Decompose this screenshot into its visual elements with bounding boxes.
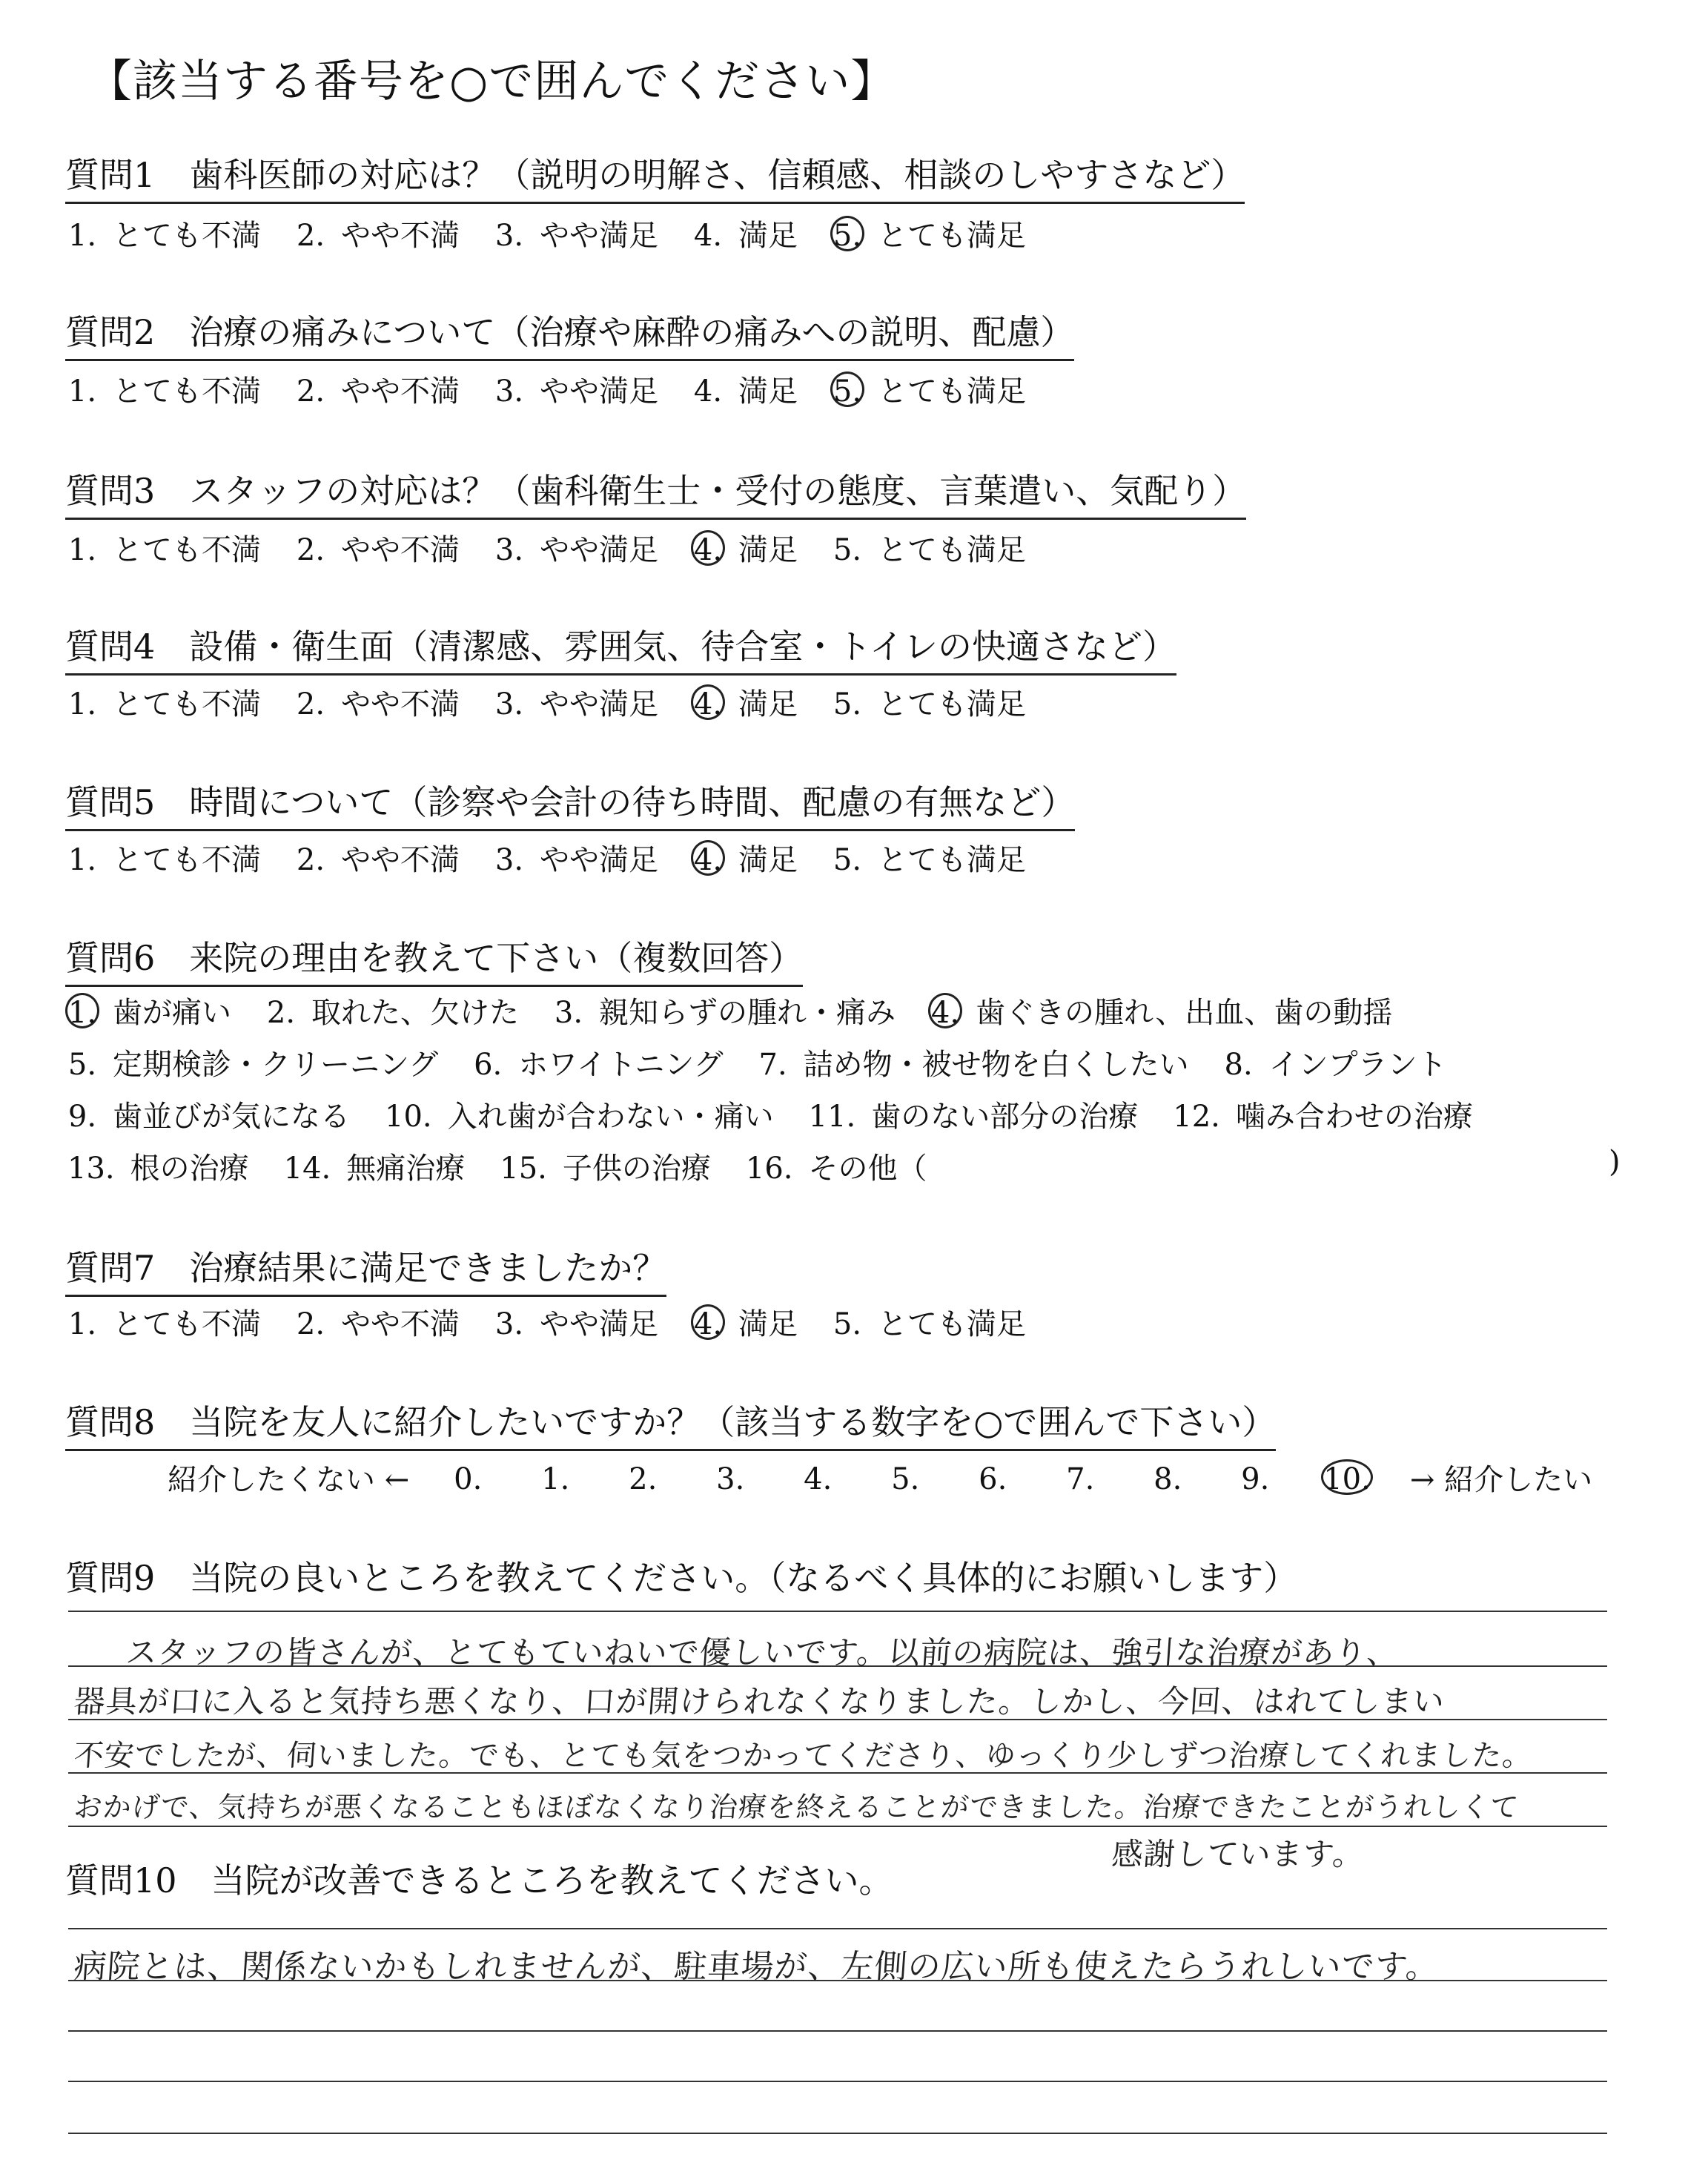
option-label: 噛み合わせの治療 bbox=[1235, 1100, 1473, 1134]
scale-option-3[interactable] bbox=[492, 681, 658, 723]
option-label: とても不満 bbox=[113, 1307, 261, 1341]
answer-row-1 bbox=[65, 212, 1059, 254]
scale-option-2[interactable] bbox=[294, 1301, 460, 1343]
option-number: 1. bbox=[67, 374, 97, 409]
option-number: 5. bbox=[833, 1307, 862, 1341]
option-number: 1. bbox=[67, 218, 97, 253]
question-1: 質問1 歯科医師の対応は？（説明の明解さ、信頼感、相談のしやすさなど） bbox=[65, 148, 1245, 204]
answer-row-3 bbox=[65, 526, 1059, 569]
scale-option-1[interactable] bbox=[65, 836, 261, 879]
reason-row-3 bbox=[65, 1093, 1506, 1135]
scale-option-1[interactable] bbox=[65, 681, 261, 723]
scale-value-3[interactable] bbox=[709, 1459, 752, 1496]
answer-line bbox=[68, 1611, 1607, 1612]
option-label: やや不満 bbox=[341, 533, 460, 567]
scale-option-1[interactable] bbox=[65, 212, 261, 254]
reason-option-13[interactable] bbox=[65, 1145, 249, 1187]
handwritten-line: 不安でしたが、伺いました。でも、とても気をつかってくださり、ゆっくり少しずつ治療してくれました。 bbox=[73, 1739, 1534, 1773]
scale-value-6[interactable] bbox=[971, 1459, 1014, 1496]
answer-row-5 bbox=[65, 836, 1059, 879]
scale-left-label: 紹介したくない ← bbox=[168, 1463, 410, 1497]
option-label: とても不満 bbox=[113, 219, 261, 253]
reason-option-12[interactable] bbox=[1171, 1093, 1473, 1135]
option-number: 5. bbox=[833, 842, 862, 877]
option-label: やや満足 bbox=[540, 533, 658, 567]
option-number: 3. bbox=[554, 995, 583, 1030]
scale-number: 9. bbox=[1241, 1462, 1270, 1496]
circled-option-number: 4. bbox=[928, 993, 962, 1028]
reason-row-1 bbox=[65, 989, 1425, 1031]
option-number: 6. bbox=[474, 1047, 503, 1082]
circled-option-number: 4. bbox=[691, 530, 725, 566]
scale-option-1[interactable] bbox=[65, 1301, 261, 1343]
circled-option-number: 1. bbox=[65, 993, 99, 1028]
option-label: とても満足 bbox=[878, 533, 1026, 567]
option-label: やや不満 bbox=[341, 843, 460, 877]
option-number: 5. bbox=[833, 687, 862, 721]
scale-value-9[interactable] bbox=[1234, 1459, 1277, 1496]
option-label: ホワイトニング bbox=[518, 1048, 724, 1082]
scale-right-label: → 紹介したい bbox=[1409, 1463, 1593, 1497]
answer-row-2 bbox=[65, 368, 1059, 410]
reason-option-9[interactable] bbox=[65, 1093, 350, 1135]
reason-option-2[interactable] bbox=[264, 989, 519, 1031]
page-title: 【該当する番号を○で囲んでください】 bbox=[87, 56, 896, 108]
option-number: 1. bbox=[67, 1307, 97, 1341]
scale-value-5[interactable] bbox=[884, 1459, 927, 1496]
option-label: 子供の治療 bbox=[562, 1152, 711, 1186]
option-number: 7. bbox=[758, 1047, 787, 1082]
scale-option-2[interactable] bbox=[294, 368, 460, 410]
question-9: 質問9 当院の良いところを教えてください。（なるべく具体的にお願いします） bbox=[65, 1558, 1298, 1598]
option-label: 歯ぐきの腫れ、出血、歯の動揺 bbox=[976, 996, 1393, 1030]
scale-value-4[interactable] bbox=[796, 1459, 839, 1496]
scale-option-1[interactable] bbox=[65, 526, 261, 569]
option-number: 2. bbox=[296, 842, 325, 877]
reason-option-3[interactable] bbox=[552, 989, 896, 1031]
scale-option-3[interactable] bbox=[492, 368, 658, 410]
scale-option-5[interactable] bbox=[830, 526, 1026, 569]
reason-option-4[interactable] bbox=[928, 989, 1392, 1031]
option-label: 満足 bbox=[738, 687, 798, 721]
option-label: やや不満 bbox=[341, 219, 460, 253]
option-number: 14. bbox=[283, 1151, 331, 1186]
scale-option-1[interactable] bbox=[65, 368, 261, 410]
scale-option-3[interactable] bbox=[492, 212, 658, 254]
scale-number: 3. bbox=[716, 1462, 745, 1496]
question-6: 質問6 来院の理由を教えて下さい（複数回答） bbox=[65, 931, 803, 987]
answer-row-4 bbox=[65, 681, 1059, 723]
question-2: 質問2 治療の痛みについて（治療や麻酔の痛みへの説明、配慮） bbox=[65, 305, 1074, 361]
question-3: 質問3 スタッフの対応は？（歯科衛生士・受付の態度、言葉遣い、気配り） bbox=[65, 464, 1246, 520]
reason-row-2 bbox=[65, 1041, 1480, 1083]
answer-line bbox=[68, 1826, 1607, 1827]
option-number: 3. bbox=[494, 1307, 524, 1341]
other-close-paren: ) bbox=[1609, 1145, 1621, 1179]
option-number: 11. bbox=[808, 1099, 856, 1134]
option-label: やや不満 bbox=[341, 687, 460, 721]
scale-option-3[interactable] bbox=[492, 1301, 658, 1343]
option-number: 2. bbox=[296, 374, 325, 409]
option-label: やや満足 bbox=[540, 1307, 658, 1341]
scale-value-2[interactable] bbox=[621, 1459, 664, 1496]
circled-option-number: 4. bbox=[691, 840, 725, 876]
option-label: とても満足 bbox=[878, 219, 1026, 253]
option-number: 3. bbox=[494, 218, 524, 253]
scale-option-5[interactable] bbox=[830, 681, 1026, 723]
answer-row-7 bbox=[65, 1301, 1059, 1343]
option-number: 5. bbox=[833, 532, 862, 567]
circled-scale-number: 10. bbox=[1321, 1459, 1373, 1495]
scale-number: 4. bbox=[804, 1462, 833, 1496]
option-number: 2. bbox=[296, 687, 325, 721]
scale-number: 7. bbox=[1066, 1462, 1095, 1496]
option-label: インプラント bbox=[1268, 1048, 1447, 1082]
recommend-scale bbox=[168, 1456, 1592, 1499]
reason-row-4 bbox=[65, 1145, 960, 1187]
option-label: やや満足 bbox=[540, 843, 658, 877]
option-number: 1. bbox=[67, 842, 97, 877]
option-number: 4. bbox=[693, 374, 723, 409]
option-number: 2. bbox=[296, 532, 325, 567]
reason-option-14[interactable] bbox=[282, 1145, 466, 1187]
reason-option-8[interactable] bbox=[1222, 1041, 1447, 1083]
scale-option-4[interactable] bbox=[691, 368, 798, 410]
reason-option-11[interactable] bbox=[807, 1093, 1139, 1135]
scale-option-2[interactable] bbox=[294, 836, 460, 879]
scale-option-4[interactable] bbox=[691, 1301, 798, 1343]
reason-option-10[interactable] bbox=[383, 1093, 774, 1135]
reason-option-16[interactable] bbox=[744, 1145, 927, 1187]
option-label: 定期検診・クリーニング bbox=[113, 1048, 439, 1082]
question-10: 質問10 当院が改善できるところを教えてください。 bbox=[65, 1860, 893, 1900]
reason-option-6[interactable] bbox=[471, 1041, 723, 1083]
scale-option-3[interactable] bbox=[492, 836, 658, 879]
question-4: 質問4 設備・衛生面（清潔感、雰囲気、待合室・トイレの快適さなど） bbox=[65, 620, 1176, 676]
handwritten-line: おかげで、気持ちが悪くなることもほぼなくなり治療を終えることができました。治療できたことがうれしくて bbox=[73, 1791, 1520, 1823]
option-label: やや満足 bbox=[540, 687, 658, 721]
option-number: 4. bbox=[693, 218, 723, 253]
question-5: 質問5 時間について（診察や会計の待ち時間、配慮の有無など） bbox=[65, 776, 1075, 831]
option-label: とても不満 bbox=[113, 533, 261, 567]
option-label: やや不満 bbox=[341, 1307, 460, 1341]
circled-option-number: 5. bbox=[830, 216, 864, 251]
option-label: 満足 bbox=[738, 374, 798, 409]
scale-option-2[interactable] bbox=[294, 681, 460, 723]
option-label: 入れ歯が合わない・痛い bbox=[447, 1100, 774, 1134]
question-8: 質問8 当院を友人に紹介したいですか？（該当する数字を○で囲んで下さい） bbox=[65, 1396, 1276, 1451]
option-label: 根の治療 bbox=[130, 1152, 249, 1186]
scale-value-0[interactable] bbox=[446, 1459, 489, 1496]
option-label: とても満足 bbox=[878, 687, 1026, 721]
option-number: 9. bbox=[67, 1099, 97, 1134]
option-label: 取れた、欠けた bbox=[311, 996, 519, 1030]
answer-line bbox=[68, 2081, 1607, 2082]
scale-value-8[interactable] bbox=[1146, 1459, 1189, 1496]
option-number: 3. bbox=[494, 532, 524, 567]
reason-option-1[interactable] bbox=[65, 989, 231, 1031]
scale-number: 1. bbox=[541, 1462, 570, 1496]
handwritten-line: 病院とは、関係ないかもしれませんが、駐車場が、左側の広い所も使えたらうれしいです。 bbox=[72, 1948, 1440, 1986]
option-label: とても不満 bbox=[113, 374, 261, 409]
reason-option-7[interactable] bbox=[756, 1041, 1189, 1083]
option-number: 3. bbox=[494, 687, 524, 721]
option-number: 2. bbox=[296, 218, 325, 253]
option-number: 2. bbox=[296, 1307, 325, 1341]
question-7: 質問7 治療結果に満足できましたか？ bbox=[65, 1241, 666, 1297]
scale-option-5[interactable] bbox=[830, 212, 1026, 254]
scale-value-7[interactable] bbox=[1059, 1459, 1102, 1496]
option-label: 歯並びが気になる bbox=[113, 1100, 350, 1134]
option-number: 15. bbox=[500, 1151, 547, 1186]
scale-option-3[interactable] bbox=[492, 526, 658, 569]
option-number: 1. bbox=[67, 532, 97, 567]
scale-option-5[interactable] bbox=[830, 368, 1026, 410]
scale-option-4[interactable] bbox=[691, 681, 798, 723]
option-label: とても満足 bbox=[878, 374, 1026, 409]
circled-option-number: 5. bbox=[830, 371, 864, 407]
option-number: 16. bbox=[745, 1151, 793, 1186]
circled-option-number: 4. bbox=[691, 684, 725, 720]
answer-line bbox=[68, 2133, 1607, 2134]
option-label: とても満足 bbox=[878, 843, 1026, 877]
scale-option-4[interactable] bbox=[691, 526, 798, 569]
reason-option-15[interactable] bbox=[497, 1145, 711, 1187]
scale-number: 0. bbox=[454, 1462, 483, 1496]
scale-number: 8. bbox=[1153, 1462, 1182, 1496]
option-label: その他（ bbox=[808, 1152, 927, 1186]
option-label: やや不満 bbox=[341, 374, 460, 409]
scale-value-10[interactable] bbox=[1321, 1459, 1373, 1496]
option-label: とても不満 bbox=[113, 843, 261, 877]
option-label: 歯のない部分の治療 bbox=[871, 1100, 1139, 1134]
handwritten-line: 器具が口に入ると気持ち悪くなり、口が開けられなくなりました。しかし、今回、はれてしまい bbox=[73, 1683, 1446, 1720]
circled-option-number: 4. bbox=[691, 1304, 725, 1340]
option-number: 10. bbox=[385, 1099, 432, 1134]
option-label: とても不満 bbox=[113, 687, 261, 721]
option-number: 5. bbox=[67, 1047, 97, 1082]
scale-number: 6. bbox=[979, 1462, 1007, 1496]
option-label: 詰め物・被せ物を白くしたい bbox=[803, 1048, 1189, 1082]
option-number: 12. bbox=[1173, 1099, 1220, 1134]
option-number: 13. bbox=[67, 1151, 115, 1186]
option-label: とても満足 bbox=[878, 1307, 1026, 1341]
option-number: 8. bbox=[1224, 1047, 1253, 1082]
scale-option-4[interactable] bbox=[691, 212, 798, 254]
answer-line bbox=[68, 2030, 1607, 2032]
option-label: やや満足 bbox=[540, 374, 658, 409]
option-label: やや満足 bbox=[540, 219, 658, 253]
scale-option-5[interactable] bbox=[830, 836, 1026, 879]
option-number: 2. bbox=[266, 995, 296, 1030]
scale-number: 5. bbox=[891, 1462, 920, 1496]
scale-value-1[interactable] bbox=[534, 1459, 577, 1496]
option-label: 満足 bbox=[738, 219, 798, 253]
option-label: 歯が痛い bbox=[113, 996, 231, 1030]
handwritten-line: スタッフの皆さんが、とてもていねいで優しいです。以前の病院は、強引な治療があり、 bbox=[125, 1634, 1400, 1671]
option-label: 満足 bbox=[738, 843, 798, 877]
scale-option-5[interactable] bbox=[830, 1301, 1026, 1343]
option-number: 3. bbox=[494, 842, 524, 877]
option-number: 3. bbox=[494, 374, 524, 409]
reason-option-5[interactable] bbox=[65, 1041, 438, 1083]
option-label: 満足 bbox=[738, 1307, 798, 1341]
answer-line bbox=[68, 1928, 1607, 1929]
option-label: 無痛治療 bbox=[346, 1152, 466, 1186]
scale-option-2[interactable] bbox=[294, 526, 460, 569]
scale-option-4[interactable] bbox=[691, 836, 798, 879]
handwritten-line: 感謝しています。 bbox=[1110, 1836, 1366, 1872]
scale-number: 2. bbox=[629, 1462, 658, 1496]
option-number: 1. bbox=[67, 687, 97, 721]
option-label: 親知らずの腫れ・痛み bbox=[599, 996, 896, 1030]
scale-option-2[interactable] bbox=[294, 212, 460, 254]
option-label: 満足 bbox=[738, 533, 798, 567]
